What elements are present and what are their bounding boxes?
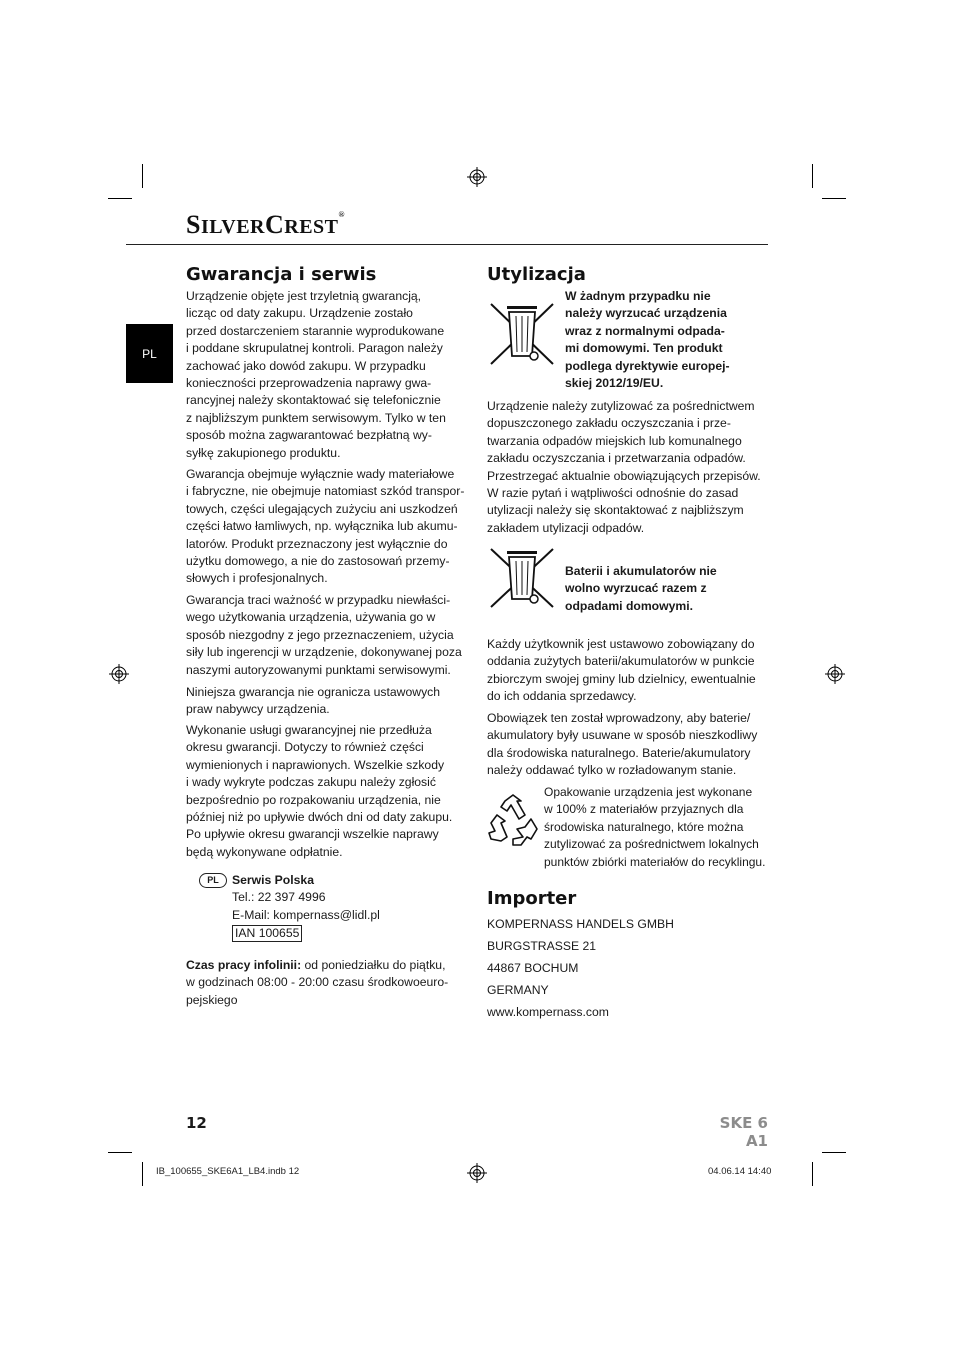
crop-mark: [822, 198, 846, 199]
text-line: wymienionych i naprawionych. Wszelkie szkody: [186, 757, 445, 772]
text-line: skiej 2012/19/EU.: [565, 376, 664, 391]
text-line: środowiska naturalnego, które można: [544, 819, 744, 834]
text-line: zakładem utylizacji odpadów.: [487, 520, 645, 535]
text-line: Każdy użytkownik jest ustawowo zobowiązany do: [487, 637, 755, 651]
text-line: zbiorczym swojej gminy lub dzielnicy, ewentualnie: [487, 671, 756, 686]
hotline-hours: Czas pracy infolinii: od poniedziałku do piątku, w godzinach 08:00 - 20:00 czasu środkowoeuro- pejskiego: [186, 958, 449, 1007]
ian-number: IAN 100655: [232, 925, 302, 942]
weee-warning: [565, 288, 730, 392]
text-line: Wykonanie usługi gwarancyjnej nie przedłuża: [186, 723, 432, 737]
registration-mark-icon: [825, 664, 845, 684]
header-rule: [126, 244, 768, 245]
text-line: w 100% z materiałów przyjaznych dla: [544, 802, 744, 817]
crossed-bin-icon: [487, 300, 557, 368]
text-line: akumulatory były usuwane w sposób nieszkodliwy: [487, 728, 758, 743]
text-line: syłkę zakupionego produktu.: [186, 445, 341, 460]
text-line: Opakowanie urządzenia jest wykonane: [544, 785, 753, 799]
packaging-note: [544, 784, 765, 871]
text-line: rancyjnej należy skontaktować się telefonicznie: [186, 393, 441, 408]
service-name: Serwis Polska: [232, 873, 314, 887]
model-number: SKE 6 A1: [719, 1114, 768, 1150]
text-line: Przestrzegać aktualnie obowiązujących przepisów.: [487, 468, 761, 483]
crop-mark: [812, 164, 813, 188]
text-line: naszymi autoryzowanymi punktami serwisowymi.: [186, 662, 451, 677]
registration-mark-icon: [109, 664, 129, 684]
crop-mark: [108, 1152, 132, 1153]
text-line: wego użytkowania urządzenia, używania go w: [186, 610, 436, 625]
text-line: sposób można zagwarantować bezpłatną wy-: [186, 428, 432, 443]
text-line: i poddane skrupulatnej kontroli. Paragon należy: [186, 341, 443, 356]
text-line: Urządzenie objęte jest trzyletnią gwarancją,: [186, 289, 422, 303]
text-line: odpadami domowymi.: [565, 598, 693, 613]
text-line: użytku domowego, a nie do zastosowań przemy-: [186, 554, 450, 569]
text-line: siły lub ingerencji w urządzenie, dokonywanej poza: [186, 645, 462, 660]
text-line: licząc od daty zakupu. Urządzenie zostało: [186, 306, 413, 321]
text-line: do ich oddania sprzedawcy.: [487, 689, 637, 704]
text-line: W razie pytań i wątpliwości odnośnie do zasad: [487, 486, 739, 501]
text-line: wraz z normalnymi odpada-: [565, 323, 725, 338]
text-line: Niniejsza gwarancja nie ogranicza ustawowych: [186, 685, 441, 699]
text-line: należy wyrzucać urządzenia: [565, 306, 727, 321]
text-line: Urządzenie należy zutylizować za pośrednictwem: [487, 399, 755, 413]
text-line: i fabryczne, nie obejmuje natomiast szkód transpor-: [186, 484, 465, 499]
text-line: i wady wykryte podczas zakupu należy zgłosić: [186, 775, 436, 790]
crop-mark: [812, 1162, 813, 1186]
text-line: Obowiązek ten został wprowadzony, aby baterie/: [487, 711, 751, 725]
disposal-paragraph-3: [487, 710, 757, 780]
text-line: mi domowymi. Ten produkt: [565, 341, 723, 356]
text-line: zakładu oczyszczania i przetwarzania odpadów.: [487, 451, 746, 466]
hotline-label: Czas pracy infolinii:: [186, 958, 302, 972]
text-line: należy oddawać tylko w rozładowanym stanie.: [487, 763, 737, 778]
disposal-paragraph-2: [487, 636, 756, 706]
crop-mark: [822, 1152, 846, 1153]
warranty-paragraph-1: [186, 288, 446, 462]
service-phone: Tel.: 22 397 4996: [232, 890, 326, 905]
battery-warning: [565, 563, 717, 615]
page-number: 12: [186, 1114, 207, 1132]
warranty-paragraph-5: [186, 722, 452, 861]
text-line: utylizacji należy się skontaktować z najbliższym: [487, 503, 744, 518]
crossed-bin-battery-icon: [487, 545, 557, 611]
text-line: z najbliższym punktem serwisowym. Tylko w ten: [186, 410, 446, 425]
service-email[interactable]: E-Mail: kompernass@lidl.pl: [232, 907, 380, 922]
service-contact: [232, 872, 380, 943]
text-line: zachować jako dowód zakupu. W przypadku: [186, 358, 426, 373]
registration-mark-icon: [467, 1163, 487, 1183]
text-line: praw nabywcy urządzenia.: [186, 702, 330, 717]
warranty-paragraph-2: [186, 466, 464, 588]
crop-mark: [142, 1162, 143, 1186]
text-line: przed dostarczeniem starannie wyprodukowane: [186, 323, 445, 338]
text-line: Gwarancja obejmuje wyłącznie wady materiałowe: [186, 467, 455, 481]
disposal-paragraph-1: [487, 398, 761, 537]
print-slug-file: IB_100655_SKE6A1_LB4.indb 12: [156, 1166, 300, 1177]
warranty-heading: Gwarancja i serwis: [186, 264, 377, 285]
print-slug-date: 04.06.14 14:40: [708, 1166, 772, 1177]
crop-mark: [142, 164, 143, 188]
text-line: później niż po upływie dwóch dni od daty zakupu.: [186, 810, 453, 825]
text-line: słowych i profesjonalnych.: [186, 571, 328, 586]
brand-logo: SILVERCREST®: [186, 210, 345, 239]
warranty-paragraph-3: [186, 592, 462, 679]
importer-heading: Importer: [487, 888, 577, 909]
country-badge: PL: [199, 873, 227, 888]
language-tab: PL: [126, 324, 173, 383]
text-line: punktów zbiórki materiałów do recyklingu.: [544, 854, 766, 869]
registration-mark-icon: [467, 167, 487, 187]
text-line: konieczności przeprowadzenia naprawy gwa-: [186, 376, 432, 391]
text-line: towych, części ulegających zużyciu ani uszkodzeń: [186, 501, 458, 516]
warranty-paragraph-4: [186, 684, 440, 719]
text-line: Po upływie okresu gwarancji wszelkie naprawy: [186, 827, 439, 842]
text-line: okresu gwarancji. Dotyczy to również części: [186, 740, 424, 755]
text-line: W żadnym przypadku nie: [565, 289, 711, 303]
text-line: twarzania odpadów miejskich lub komunalnego: [487, 433, 742, 448]
text-line: oddania zużytych baterii/akumulatorów w punkcie: [487, 654, 755, 669]
text-line: dopuszczonego zakładu oczyszczania i prze-: [487, 416, 731, 431]
text-line: bezpośrednio po rozpakowaniu urządzenia, nie: [186, 792, 441, 807]
text-line: Gwarancja traci ważność w przypadku niewłaści-: [186, 593, 451, 607]
crop-mark: [108, 198, 132, 199]
recycle-icon: [487, 793, 539, 849]
text-line: sposób niezgodny z jego przeznaczeniem, użycia: [186, 627, 454, 642]
text-line: dla środowiska naturalnego. Baterie/akumulatory: [487, 745, 751, 760]
text-line: będą wykonywane odpłatnie.: [186, 844, 343, 859]
text-line: wolno wyrzucać razem z: [565, 581, 707, 596]
text-line: podlega dyrektywie europej-: [565, 358, 730, 373]
text-line: Baterii i akumulatorów nie: [565, 564, 717, 578]
text-line: części łatwo łamliwych, np. wyłącznika lub akumu-: [186, 519, 458, 534]
importer-address: KOMPERNASS HANDELS GMBH BURGSTRASSE 21 44867 BOCHUM GERMANY www.kompernass.com: [487, 913, 674, 1023]
text-line: latorów. Produkt przeznaczony jest wyłącznie do: [186, 536, 448, 551]
importer-website[interactable]: www.kompernass.com: [487, 1005, 609, 1019]
disposal-heading: Utylizacja: [487, 264, 586, 285]
text-line: zutylizować za pośrednictwem lokalnych: [544, 837, 759, 852]
